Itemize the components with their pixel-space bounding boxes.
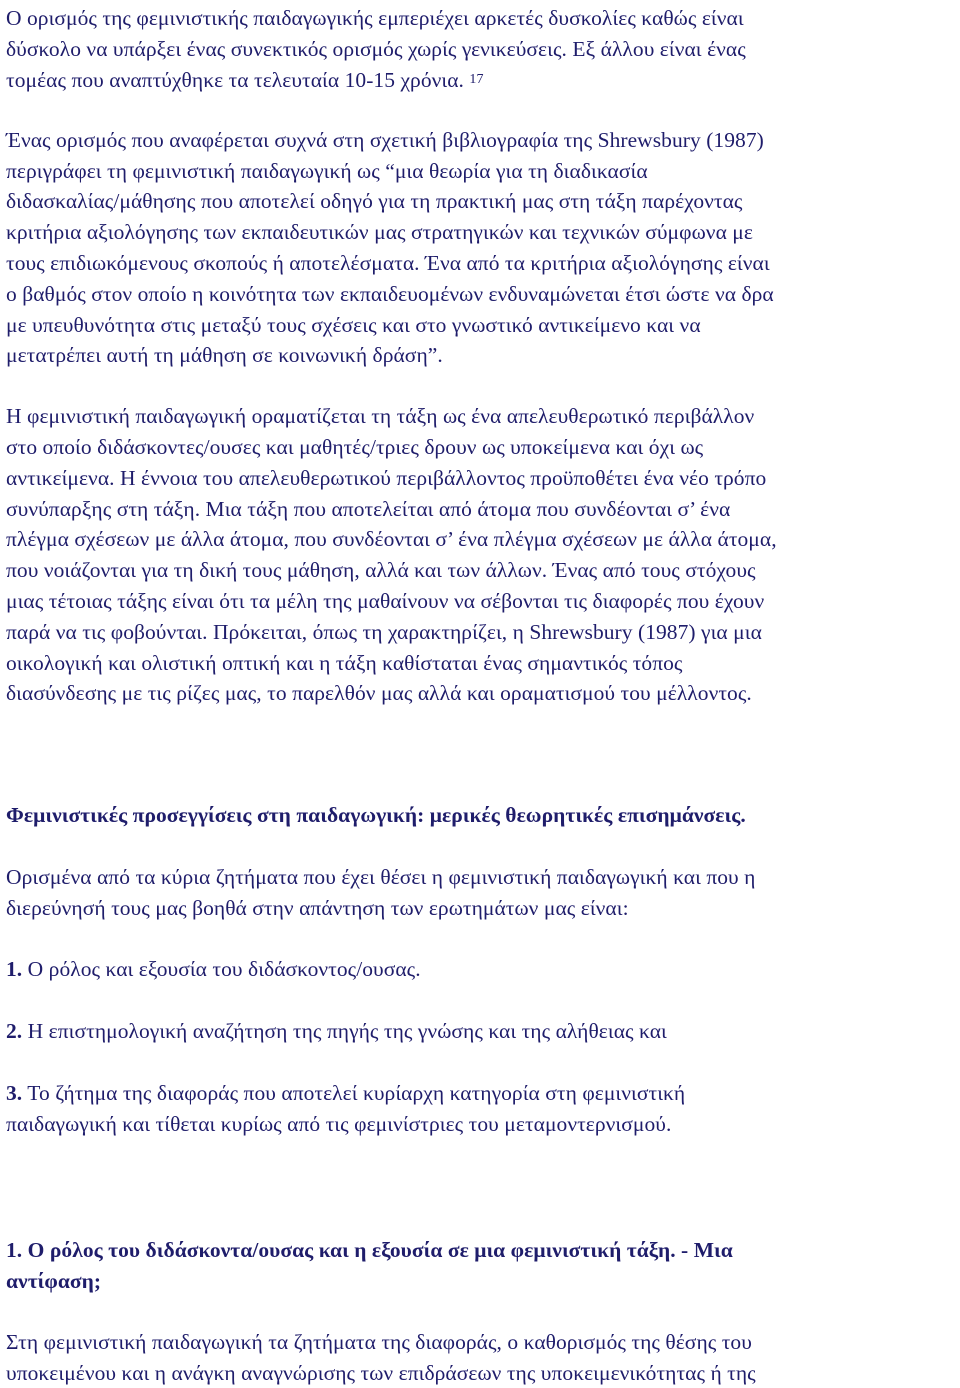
footnote-reference[interactable]: 17 xyxy=(469,72,484,87)
paragraph-4-line: Ορισμένα από τα κύρια ζητήματα που έχει θέσει η φεμινιστική παιδαγωγική και που η xyxy=(6,865,756,889)
paragraph-5-line: Στη φεμινιστική παιδαγωγική τα ζητήματα της διαφοράς, ο καθορισμός της θέσης του xyxy=(6,1330,752,1354)
paragraph-3-line: αντικείμενα. Η έννοια του απελευθερωτικού περιβάλλοντος προϋποθέτει ένα νέο τρόπο xyxy=(6,466,767,490)
paragraph-3-line: διασύνδεσης με τις ρίζες μας, το παρελθόν μας αλλά και οραματισμού του μέλλοντος. xyxy=(6,681,752,705)
paragraph-5-line: υποκειμένου και η ανάγκη αναγνώρισης των επιδράσεων της υποκειμενικότητας ή της xyxy=(6,1361,756,1385)
paragraph-2-line: περιγράφει τη φεμινιστική παιδαγωγική ως “μια θεωρία για τη διαδικασία xyxy=(6,159,648,183)
list-item-text: Ο ρόλος και εξουσία του διδάσκοντος/ουσας. xyxy=(27,957,421,981)
list-item-number: 3. xyxy=(6,1081,23,1105)
paragraph-3-line: που νοιάζονται για τη δική τους μάθηση, αλλά και των άλλων. Ένας από τους στόχους xyxy=(6,558,756,582)
section-heading: αντίφαση; xyxy=(6,1269,102,1293)
paragraph-1-line: δύσκολο να υπάρξει ένας συνεκτικός ορισμός χωρίς γενικεύσεις. Εξ άλλου είναι ένας xyxy=(6,37,746,61)
paragraph-4-line: διερεύνησή τους μας βοηθά στην απάντηση των ερωτημάτων μας είναι: xyxy=(6,896,629,920)
section-heading: 1. Ο ρόλος του διδάσκοντα/ουσας και η εξουσία σε μια φεμινιστική τάξη. - Μια xyxy=(6,1238,733,1262)
paragraph-1-text: τομέας που αναπτύχθηκε τα τελευταία 10-15 χρόνια. xyxy=(6,68,464,92)
paragraph-1-line: Ο ορισμός της φεμινιστικής παιδαγωγικής εμπεριέχει αρκετές δυσκολίες καθώς είναι xyxy=(6,6,744,30)
list-item xyxy=(6,954,421,984)
paragraph-3-line: στο οποίο διδάσκοντες/ουσες και μαθητές/τριες δρουν ως υποκείμενα και όχι ως xyxy=(6,435,704,459)
paragraph-2-line: ο βαθμός στον οποίο η κοινότητα των εκπαιδευομένων ενδυναμώνεται έτσι ώστε να δρα xyxy=(6,282,774,306)
paragraph-2-line: τους επιδιωκόμενους σκοπούς ή αποτελέσματα. Ένα από τα κριτήρια αξιολόγησης είναι xyxy=(6,251,770,275)
paragraph-2-line: διδασκαλίας/μάθησης που αποτελεί οδηγό για τη πρακτική μας στη τάξη παρέχοντας xyxy=(6,189,743,213)
list-item-number: 2. xyxy=(6,1019,23,1043)
paragraph-2-line: με υπευθυνότητα στις μεταξύ τους σχέσεις και στο γνωστικό αντικείμενο και να xyxy=(6,313,701,337)
list-item-text: Η επιστημολογική αναζήτηση της πηγής της γνώσης και της αλήθειας και xyxy=(27,1019,667,1043)
paragraph-3-line: οικολογική και ολιστική οπτική και η τάξη καθίσταται ένας σημαντικός τόπος xyxy=(6,651,683,675)
paragraph-2-line: Ένας ορισμός που αναφέρεται συχνά στη σχετική βιβλιογραφία της Shrewsbury (1987) xyxy=(6,128,764,152)
list-item xyxy=(6,1016,667,1046)
paragraph-3-line: Η φεμινιστική παιδαγωγική οραματίζεται τη τάξη ως ένα απελευθερωτικό περιβάλλον xyxy=(6,404,755,428)
list-item-number: 1. xyxy=(6,957,23,981)
paragraph-3-line: συνύπαρξης στη τάξη. Μια τάξη που αποτελείται από άτομα που συνδέονται σ’ ένα xyxy=(6,497,731,521)
list-item xyxy=(6,1078,685,1108)
paragraph-1-line xyxy=(6,65,484,95)
paragraph-2-line: μετατρέπει αυτή τη μάθηση σε κοινωνική δράση”. xyxy=(6,343,443,367)
paragraph-2-line: κριτήρια αξιολόγησης των εκπαιδευτικών μας στρατηγικών και τεχνικών σύμφωνα με xyxy=(6,220,753,244)
section-heading: Φεμινιστικές προσεγγίσεις στη παιδαγωγική: μερικές θεωρητικές επισημάνσεις. xyxy=(6,803,746,827)
list-item-text: Το ζήτημα της διαφοράς που αποτελεί κυρίαρχη κατηγορία στη φεμινιστική xyxy=(27,1081,686,1105)
paragraph-3-line: πλέγμα σχέσεων με άλλα άτομα, που συνδέονται σ’ ένα πλέγμα σχέσεων με άλλα άτομα, xyxy=(6,527,777,551)
list-item-continuation: παιδαγωγική και τίθεται κυρίως από τις φεμινίστριες του μεταμοντερνισμού. xyxy=(6,1112,672,1136)
paragraph-3-line: παρά να τις φοβούνται. Πρόκειται, όπως τη χαρακτηρίζει, η Shrewsbury (1987) για μια xyxy=(6,620,762,644)
paragraph-3-line: μιας τέτοιας τάξης είναι ότι τα μέλη της μαθαίνουν να σέβονται τις διαφορές που έχουν xyxy=(6,589,765,613)
